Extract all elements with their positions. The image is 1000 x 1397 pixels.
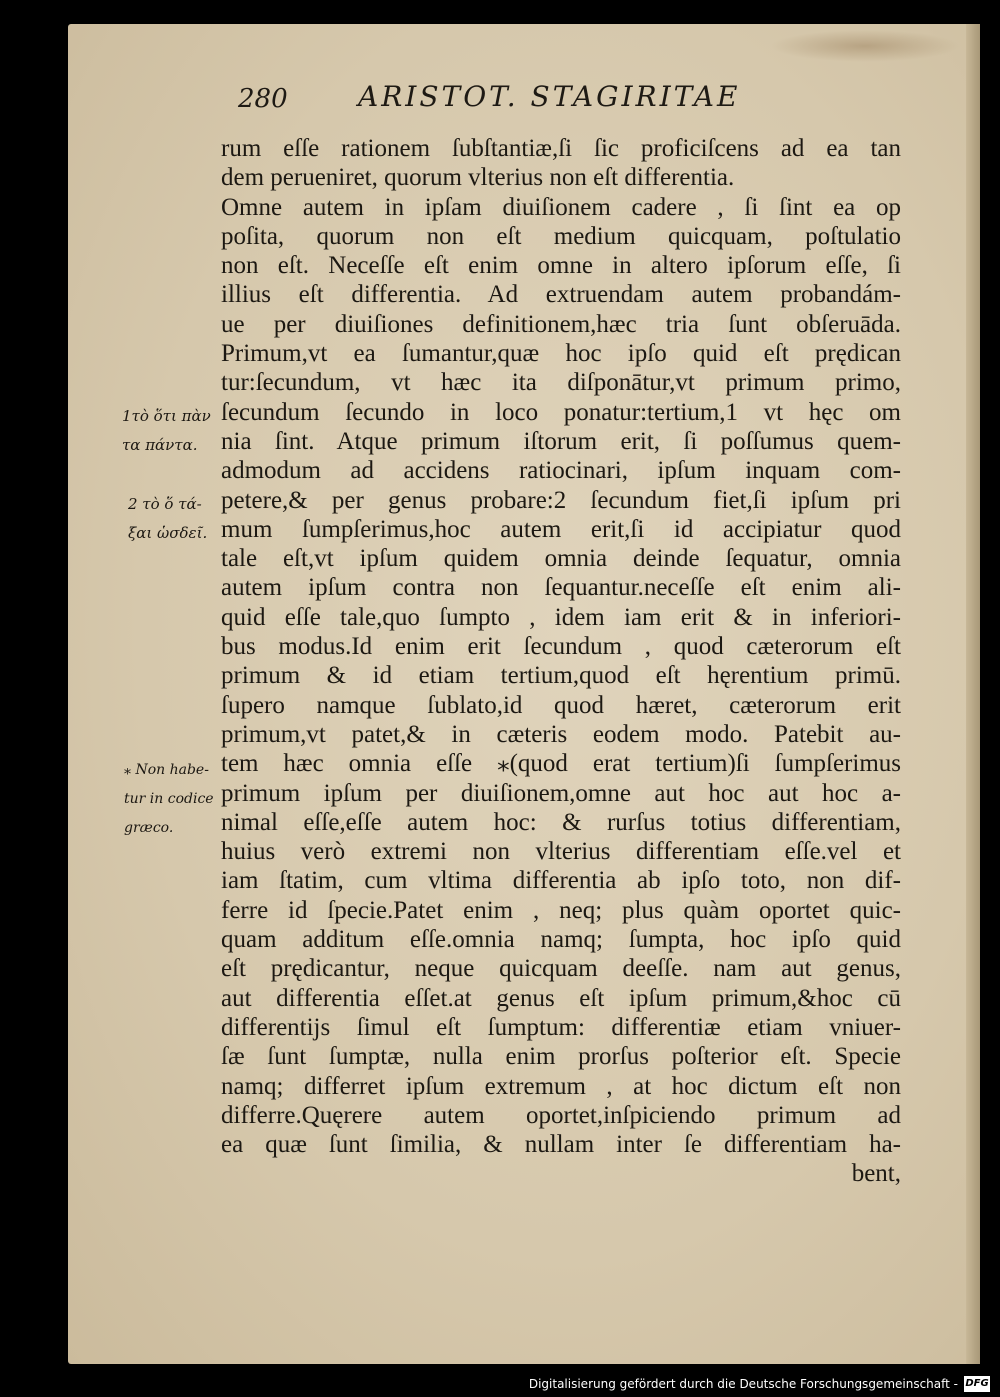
text-line: rum eſſe rationem ſubſtantiæ,ſi ſic proficiſcens ad ea tan: [221, 135, 901, 162]
marginal-note-3: [124, 756, 214, 843]
marginal-note-line: 1τὸ ὅτι πὰν: [122, 407, 211, 425]
text-line: differre.Quęrere autem oportet,inſpiciendo primum ad: [221, 1101, 901, 1129]
text-line: nimal eſſe,eſſe autem hoc: & rurſus totius differentiam,: [221, 808, 901, 836]
text-line: tale eſt,vt ipſum quidem omnia deinde ſequatur, omnia: [221, 545, 901, 573]
text-line: illius eſt differentia. Ad extruendam autem probandám-: [221, 281, 901, 309]
body-text: [221, 134, 901, 1189]
running-head: ARISTOT. STAGIRITAE: [358, 80, 741, 113]
text-line: ſæ ſunt ſumptæ, nulla enim prorſus poſterior eſt. Specie: [221, 1043, 901, 1071]
text-line: ſupero namque ſublato,id quod hæret, cæterorum erit: [221, 691, 901, 719]
text-line: tur:ſecundum, vt hæc ita diſponātur,vt primum primo,: [221, 369, 901, 397]
text-line: ferre id ſpecie.Patet enim , neq; plus quàm oportet quic-: [221, 896, 901, 924]
text-line: primum ipſum per diuiſionem,omne aut hoc aut hoc a-: [221, 779, 901, 807]
funding-credit: Digitalisierung gefördert durch die Deutsche Forschungsgemeinschaft -: [528, 1377, 958, 1391]
text-line: aut differentia eſſet.at genus eſt ipſum primum,&hoc cū: [221, 984, 901, 1012]
text-line: ea quæ ſunt ſimilia, & nullam inter ſe differentiam ha-: [221, 1131, 901, 1159]
text-line: ſecundum ſecundo in loco ponatur:tertium,1 vt hęc om: [221, 398, 901, 426]
text-line: petere,& per genus probare:2 ſecundum fiet,ſi ipſum pri: [221, 486, 901, 514]
text-line: eſt prędicantur, neque quicquam deeſſe. nam aut genus,: [221, 955, 901, 983]
text-line: nia ſint. Atque primum iſtorum erit, ſi poſſumus quem-: [221, 427, 901, 455]
text-line: primum,vt patet,& in cæteris eodem modo. Patebit au-: [221, 720, 901, 748]
text-line: non eſt. Neceſſe eſt enim omne in altero ipſorum eſſe, ſi: [221, 252, 901, 280]
page-edge: [966, 24, 980, 1364]
paper-stain: [770, 30, 960, 62]
page-header: [238, 80, 838, 120]
text-line: Primum,vt ea ſumantur,quæ hoc ipſo quid eſt prędican: [221, 340, 901, 368]
text-line: huius verò extremi non vlterius differentiam eſſe.vel et: [221, 838, 901, 866]
text-line: tem hæc omnia eſſe ⁎(quod erat tertium)ſi ſumpſerimus: [221, 750, 901, 778]
text-line: dem perueniret, quorum vlterius non eſt differentia.: [221, 164, 735, 192]
marginal-note-line: 2 τὸ ὅ τά-: [128, 495, 202, 513]
text-line: admodum ad accidens ratiocinari, ipſum inquam com-: [221, 457, 901, 485]
marginal-note-2: [128, 490, 207, 548]
text-line: poſita, quorum non eſt medium quicquam, poſtulatio: [221, 222, 901, 250]
text-line: primum & id etiam tertium,quod eſt hęrentium primū.: [221, 662, 901, 690]
page-number: 280: [238, 84, 288, 114]
text-line: ue per diuiſiones definitionem,hæc tria ſunt obſeruāda.: [221, 310, 901, 338]
text-line: differentijs ſimul eſt ſumptum: differentiæ etiam vniuer-: [221, 1013, 901, 1041]
dfg-logo: DFG: [964, 1376, 990, 1392]
text-line: mum ſumpſerimus,hoc autem erit,ſi id accipiatur quod: [221, 515, 901, 543]
marginal-note-line: tur in codice: [124, 791, 214, 807]
digitization-footer: [529, 1373, 990, 1395]
marginal-note-line: τα πάντα.: [122, 436, 198, 454]
text-line: bus modus.Id enim erit ſecundum , quod cæterorum eſt: [221, 633, 901, 661]
marginal-note-line: ⁎ Non habe-: [124, 762, 209, 778]
marginal-note-line: ξαι ὡσδεῖ.: [128, 524, 208, 542]
marginal-note-1: [122, 402, 211, 460]
text-line: bent,: [851, 1160, 901, 1188]
text-line: quam additum eſſe.omnia namq; ſumpta, hoc ipſo quid: [221, 926, 901, 954]
text-line: namq; differret ipſum extremum , at hoc dictum eſt non: [221, 1072, 901, 1100]
text-line: Omne autem in ipſam diuiſionem cadere , ſi ſint ea op: [221, 193, 901, 221]
marginal-note-line: græco.: [124, 820, 174, 836]
text-line: quid eſſe tale,quo ſumpto , idem iam erit & in inferiori-: [221, 603, 901, 631]
text-line: iam ſtatim, cum vltima differentia ab ipſo toto, non dif-: [221, 867, 901, 895]
text-line: autem ipſum contra non ſequantur.neceſſe eſt enim ali-: [221, 574, 901, 602]
